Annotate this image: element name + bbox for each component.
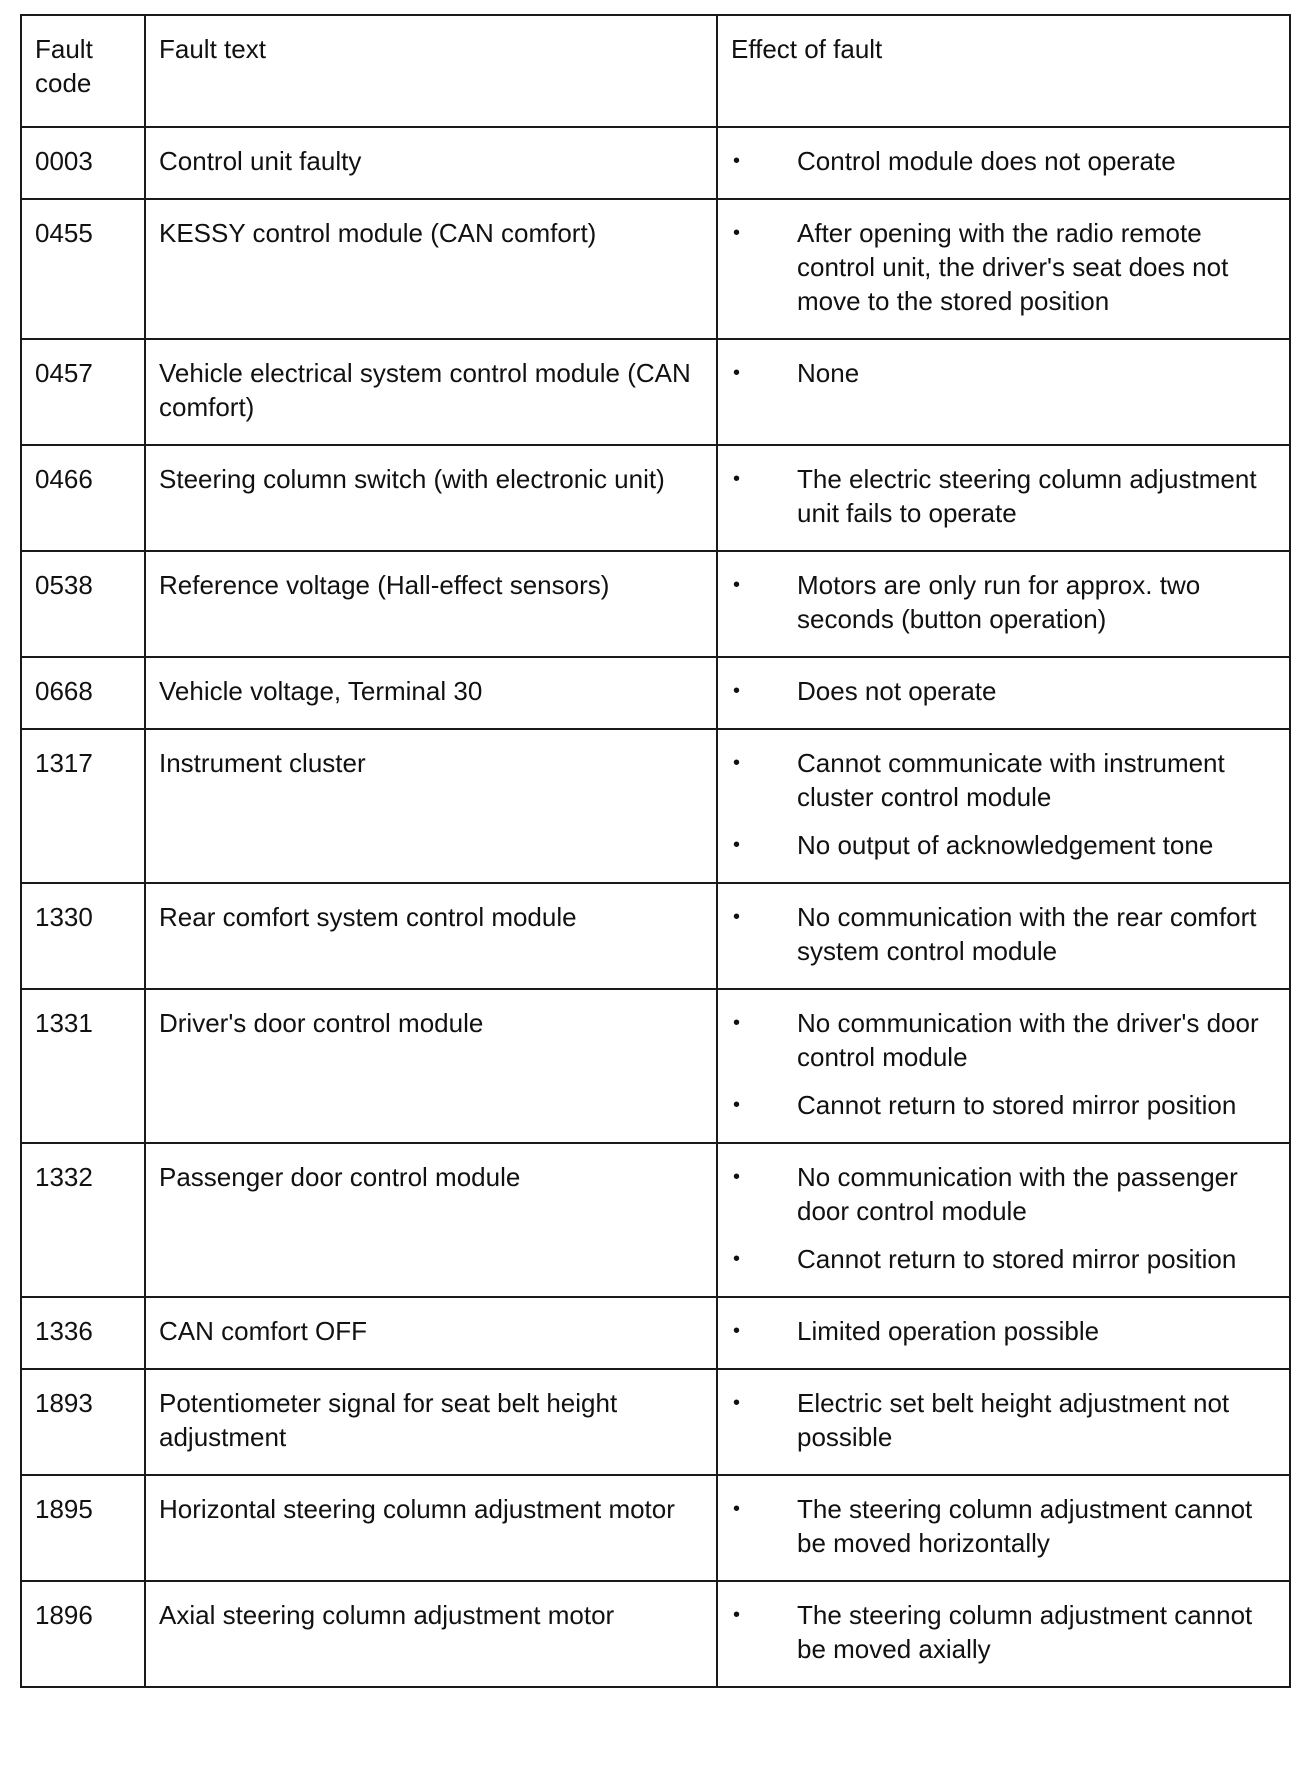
effect-of-fault-cell bbox=[717, 729, 1290, 883]
effect-list-item bbox=[731, 746, 1281, 814]
table-header bbox=[21, 15, 1290, 127]
effect-text: Cannot communicate with instrument cluster control module bbox=[797, 748, 1225, 812]
effect-text: After opening with the radio remote control unit, the driver's seat does not move to the stored position bbox=[797, 218, 1229, 316]
effect-text: No communication with the passenger door control module bbox=[797, 1162, 1238, 1226]
bullet-icon: • bbox=[733, 1320, 741, 1342]
effect-text: Cannot return to stored mirror position bbox=[797, 1244, 1237, 1274]
bullet-icon: • bbox=[733, 1166, 741, 1188]
effect-of-fault-cell bbox=[717, 657, 1290, 729]
bullet-icon: • bbox=[733, 468, 741, 490]
bullet-icon: • bbox=[733, 1012, 741, 1034]
fault-code-cell: 0003 bbox=[21, 127, 145, 199]
effect-list-item bbox=[731, 900, 1281, 968]
fault-text-cell: Horizontal steering column adjustment motor bbox=[145, 1475, 717, 1581]
fault-code-cell: 0668 bbox=[21, 657, 145, 729]
table-row bbox=[21, 1475, 1290, 1581]
effect-text: Motors are only run for approx. two seconds (button operation) bbox=[797, 570, 1201, 634]
effect-text: Limited operation possible bbox=[797, 1316, 1100, 1346]
effect-list-item bbox=[731, 1088, 1281, 1122]
fault-code-cell: 1893 bbox=[21, 1369, 145, 1475]
bullet-icon: • bbox=[733, 1392, 741, 1414]
header-fault-text: Fault text bbox=[145, 15, 717, 127]
bullet-icon: • bbox=[733, 1604, 741, 1626]
fault-text-cell: KESSY control module (CAN comfort) bbox=[145, 199, 717, 339]
table-row bbox=[21, 657, 1290, 729]
fault-code-cell: 1332 bbox=[21, 1143, 145, 1297]
effect-of-fault-cell bbox=[717, 1475, 1290, 1581]
fault-text-cell: Rear comfort system control module bbox=[145, 883, 717, 989]
fault-text-cell: Driver's door control module bbox=[145, 989, 717, 1143]
effect-list-item bbox=[731, 828, 1281, 862]
effect-text: Electric set belt height adjustment not possible bbox=[797, 1388, 1230, 1452]
effect-list-item bbox=[731, 1160, 1281, 1228]
effect-text: No output of acknowledgement tone bbox=[797, 830, 1214, 860]
fault-text-cell: Potentiometer signal for seat belt height adjustment bbox=[145, 1369, 717, 1475]
bullet-icon: • bbox=[733, 1094, 741, 1116]
fault-text-cell: Instrument cluster bbox=[145, 729, 717, 883]
effect-list-item bbox=[731, 462, 1281, 530]
table-row bbox=[21, 1297, 1290, 1369]
table-row bbox=[21, 729, 1290, 883]
bullet-icon: • bbox=[733, 1498, 741, 1520]
effect-list-item bbox=[731, 144, 1281, 178]
effect-text: Control module does not operate bbox=[797, 146, 1176, 176]
fault-code-table bbox=[20, 14, 1291, 1688]
table-row bbox=[21, 989, 1290, 1143]
fault-text-cell: CAN comfort OFF bbox=[145, 1297, 717, 1369]
effect-text: The electric steering column adjustment unit fails to operate bbox=[797, 464, 1257, 528]
effect-list-item bbox=[731, 1314, 1281, 1348]
bullet-icon: • bbox=[733, 574, 741, 596]
table-row bbox=[21, 445, 1290, 551]
effect-of-fault-cell bbox=[717, 127, 1290, 199]
effect-list-item bbox=[731, 1386, 1281, 1454]
bullet-icon: • bbox=[733, 680, 741, 702]
header-fault-code: Fault code bbox=[21, 15, 145, 127]
fault-text-cell: Reference voltage (Hall-effect sensors) bbox=[145, 551, 717, 657]
effect-of-fault-cell bbox=[717, 445, 1290, 551]
fault-code-cell: 0457 bbox=[21, 339, 145, 445]
table-row bbox=[21, 127, 1290, 199]
table-body bbox=[21, 127, 1290, 1687]
effect-of-fault-cell bbox=[717, 199, 1290, 339]
effect-of-fault-cell bbox=[717, 339, 1290, 445]
effect-list-item bbox=[731, 216, 1281, 318]
effect-of-fault-cell bbox=[717, 989, 1290, 1143]
bullet-icon: • bbox=[733, 150, 741, 172]
table-row bbox=[21, 551, 1290, 657]
bullet-icon: • bbox=[733, 222, 741, 244]
fault-code-cell: 1330 bbox=[21, 883, 145, 989]
fault-code-cell: 1895 bbox=[21, 1475, 145, 1581]
fault-text-cell: Passenger door control module bbox=[145, 1143, 717, 1297]
effect-text: No communication with the rear comfort system control module bbox=[797, 902, 1257, 966]
effect-list-item bbox=[731, 1598, 1281, 1666]
effect-text: None bbox=[797, 358, 860, 388]
bullet-icon: • bbox=[733, 1248, 741, 1270]
fault-code-cell: 1331 bbox=[21, 989, 145, 1143]
fault-code-cell: 0538 bbox=[21, 551, 145, 657]
effect-list-item bbox=[731, 1242, 1281, 1276]
effect-list-item bbox=[731, 1006, 1281, 1074]
effect-of-fault-cell bbox=[717, 1581, 1290, 1687]
bullet-icon: • bbox=[733, 906, 741, 928]
effect-of-fault-cell bbox=[717, 1369, 1290, 1475]
effect-list-item bbox=[731, 568, 1281, 636]
fault-code-cell: 0466 bbox=[21, 445, 145, 551]
fault-code-cell: 1317 bbox=[21, 729, 145, 883]
table-row bbox=[21, 1581, 1290, 1687]
effect-text: No communication with the driver's door control module bbox=[797, 1008, 1259, 1072]
effect-of-fault-cell bbox=[717, 1143, 1290, 1297]
fault-text-cell: Control unit faulty bbox=[145, 127, 717, 199]
bullet-icon: • bbox=[733, 834, 741, 856]
fault-code-cell: 1336 bbox=[21, 1297, 145, 1369]
table-row bbox=[21, 339, 1290, 445]
table-row bbox=[21, 199, 1290, 339]
effect-of-fault-cell bbox=[717, 1297, 1290, 1369]
effect-of-fault-cell bbox=[717, 551, 1290, 657]
effect-list-item bbox=[731, 1492, 1281, 1560]
bullet-icon: • bbox=[733, 362, 741, 384]
fault-code-cell: 0455 bbox=[21, 199, 145, 339]
fault-text-cell: Axial steering column adjustment motor bbox=[145, 1581, 717, 1687]
fault-text-cell: Vehicle electrical system control module (CAN comfort) bbox=[145, 339, 717, 445]
effect-list-item bbox=[731, 674, 1281, 708]
effect-of-fault-cell bbox=[717, 883, 1290, 989]
bullet-icon: • bbox=[733, 752, 741, 774]
fault-text-cell: Vehicle voltage, Terminal 30 bbox=[145, 657, 717, 729]
table-row bbox=[21, 1143, 1290, 1297]
header-effect-of-fault: Effect of fault bbox=[717, 15, 1290, 127]
table-row bbox=[21, 1369, 1290, 1475]
effect-text: Does not operate bbox=[797, 676, 997, 706]
effect-text: Cannot return to stored mirror position bbox=[797, 1090, 1237, 1120]
effect-text: The steering column adjustment cannot be moved axially bbox=[797, 1600, 1253, 1664]
effect-text: The steering column adjustment cannot be moved horizontally bbox=[797, 1494, 1253, 1558]
header-row bbox=[21, 15, 1290, 127]
fault-text-cell: Steering column switch (with electronic unit) bbox=[145, 445, 717, 551]
fault-code-cell: 1896 bbox=[21, 1581, 145, 1687]
effect-list-item bbox=[731, 356, 1281, 390]
table-row bbox=[21, 883, 1290, 989]
